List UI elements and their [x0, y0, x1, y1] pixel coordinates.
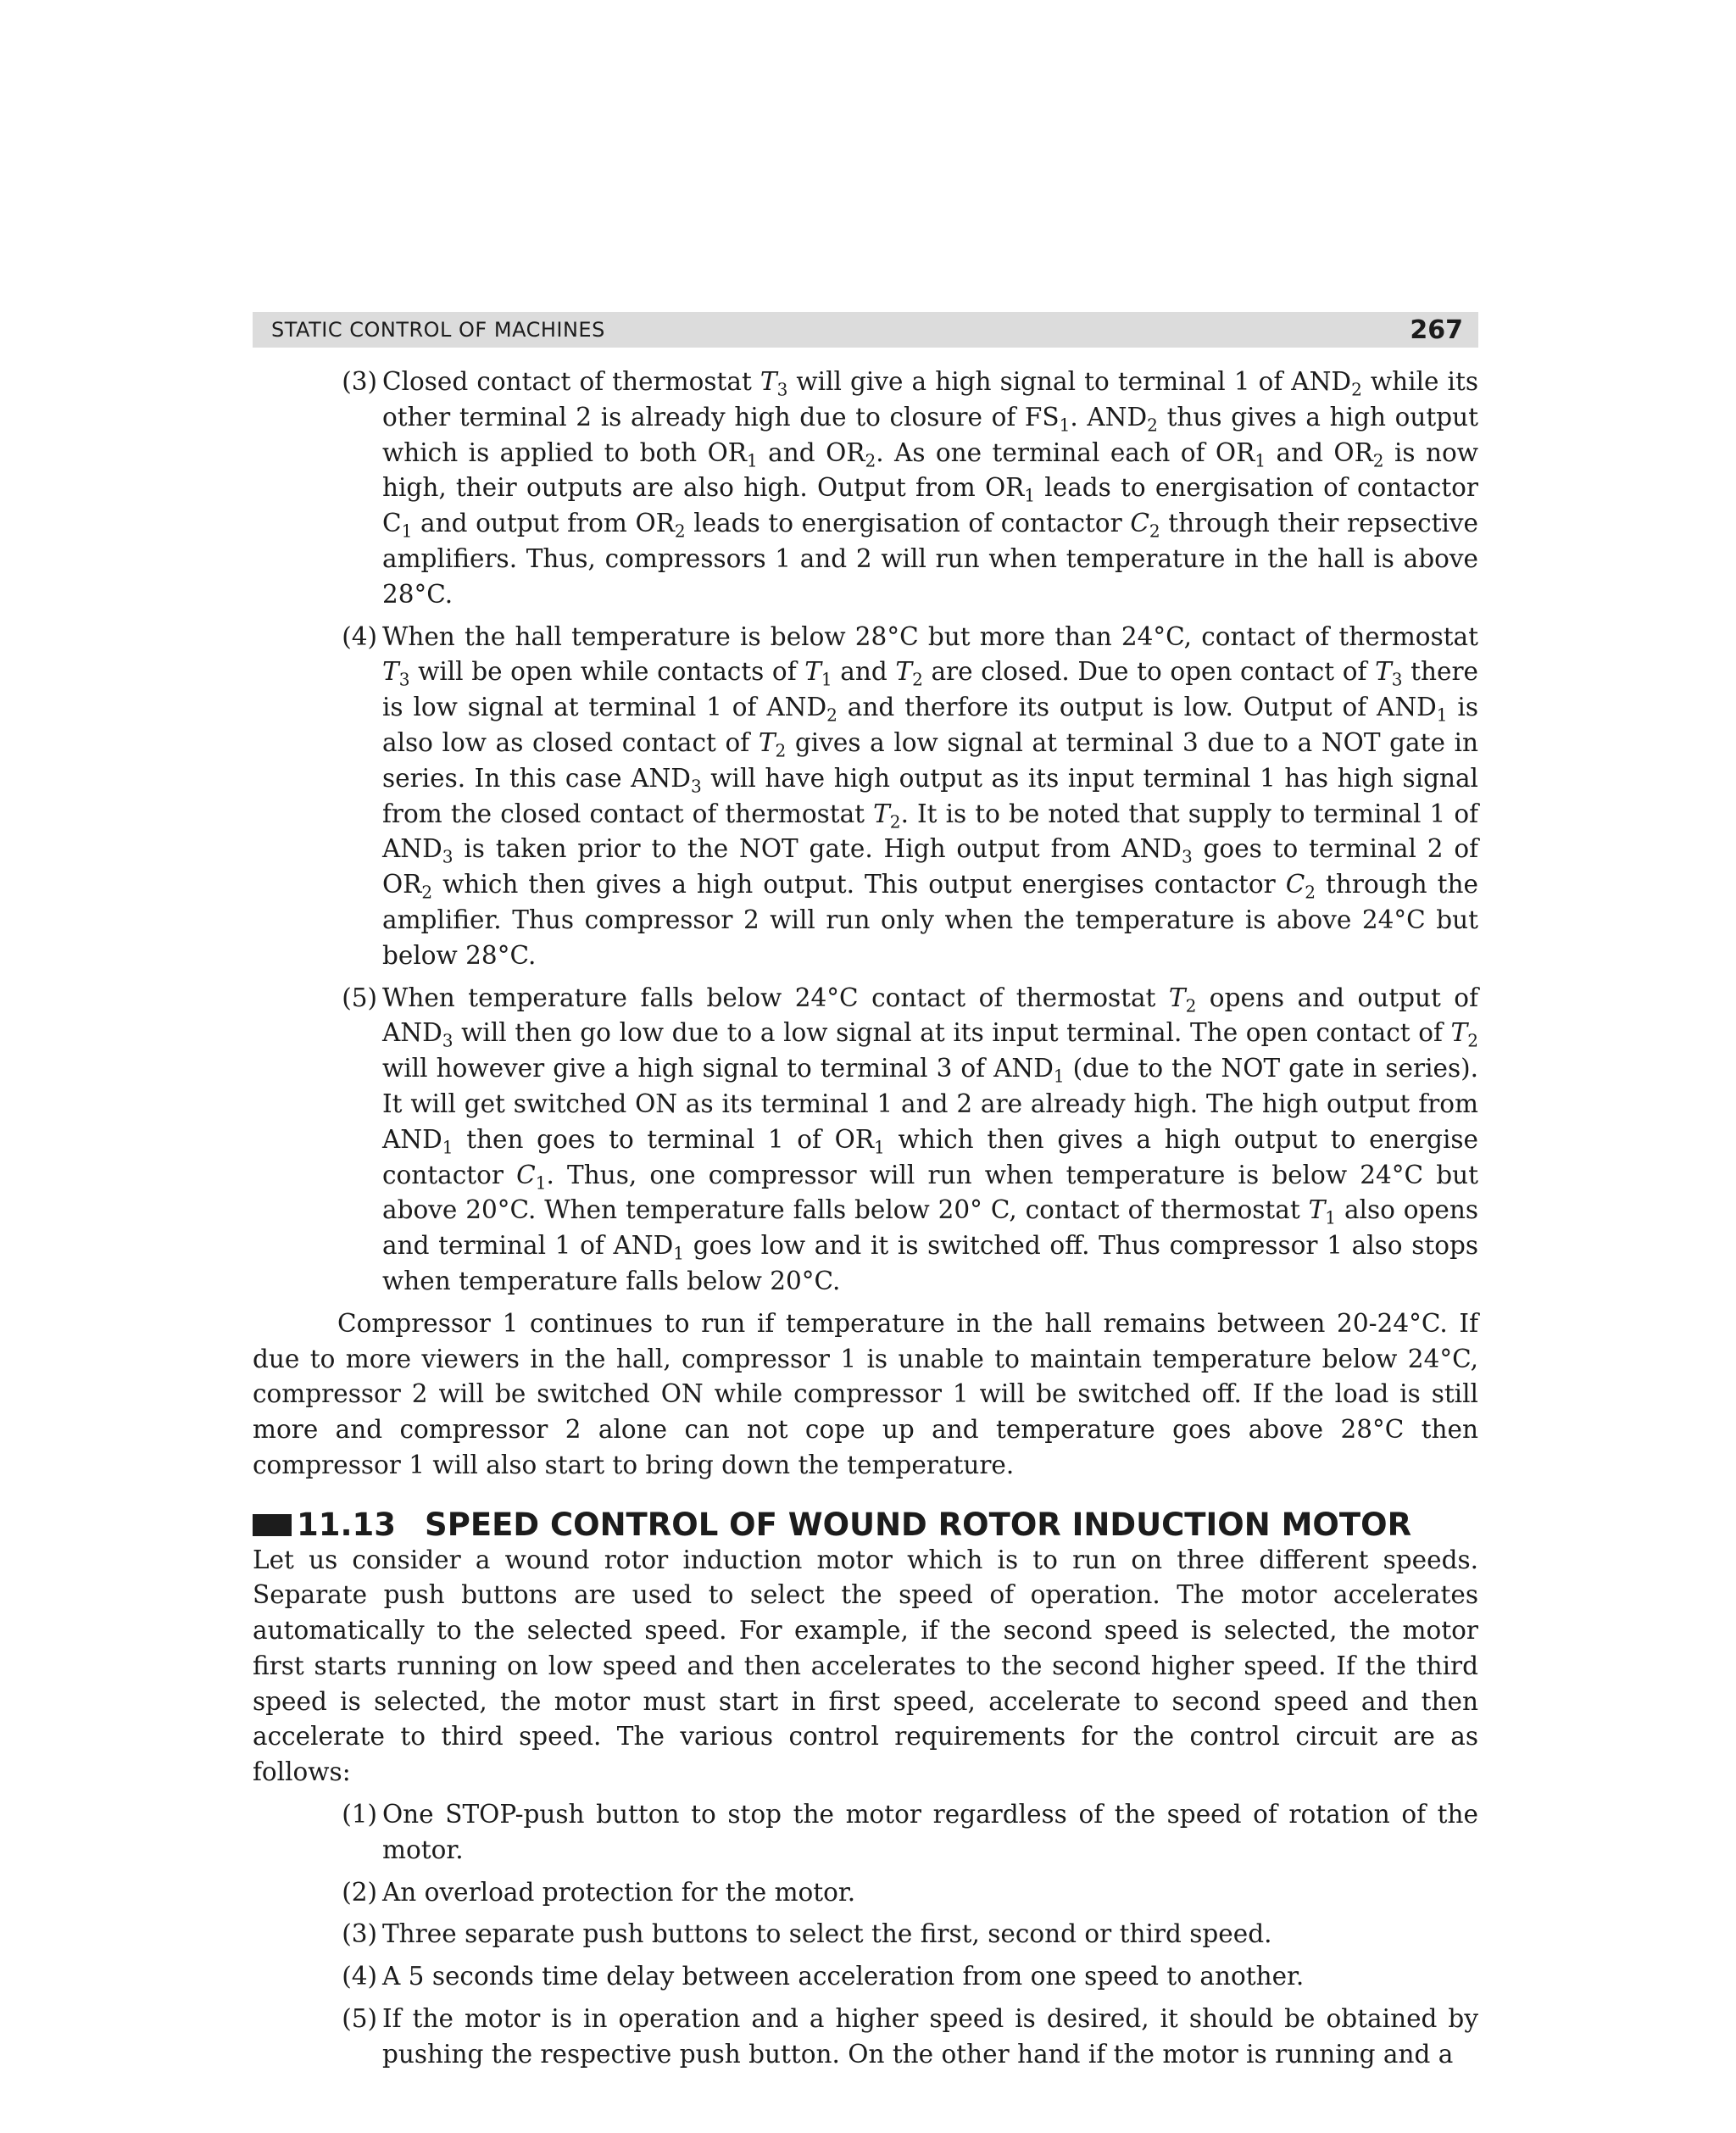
list-item-text: An overload protection for the motor. — [382, 1877, 856, 1907]
section-number: 11.13 — [297, 1506, 397, 1543]
list-item — [253, 1917, 1478, 1952]
running-header — [253, 312, 1478, 348]
numbered-list-bottom — [253, 1797, 1478, 2073]
list-item-text: Closed contact of thermostat $T_3$ will give a high signal to terminal 1 of $AND_2$ while its other terminal 2 is already high due to closure of $FS_1$. $AND_2$ thus gives a high output which is applied to both $OR_1$ and $OR_2$. As one terminal each of $OR_1$ and $OR_2$ is now high, their outputs are also high. Output from $OR_1$ leads to energisation of contactor $C_1$ and output from $OR_2$ leads to energisation of contactor $C_2$ through their repsective amplifiers. Thus, compressors 1 and 2 will run when temperature in the hall is above 28°C. — [382, 367, 1479, 609]
list-item-number: (4) — [342, 1962, 377, 1991]
list-item-text: If the motor is in operation and a higher speed is desired, it should be obtained by pushing the respective push button. On the other hand if the motor is running and a — [382, 2004, 1478, 2069]
section-heading — [253, 1507, 1478, 1543]
list-item — [253, 1875, 1478, 1911]
paragraph: Compressor 1 continues to run if temperature in the hall remains between 20-24°C. If due to more viewers in the hall, compressor 1 is unable to maintain temperature below 24°C, compressor 2 will be switched ON while compressor 1 will be switched off. If the load is still more and compressor 2 alone can not cope up and temperature goes above 28°C then compressor 1 will also start to bring down the temperature. — [253, 1308, 1478, 1479]
page-number: 267 — [1410, 315, 1463, 345]
list-item-number: (5) — [342, 2004, 377, 2034]
list-item-text: A 5 seconds time delay between acceleration from one speed to another. — [382, 1962, 1305, 1991]
list-item — [253, 1797, 1478, 1868]
list-item — [253, 620, 1478, 974]
list-item-text: One STOP-push button to stop the motor regardless of the speed of rotation of the motor. — [382, 1800, 1478, 1864]
list-item-text: When temperature falls below 24°C contact of thermostat $T_2$ opens and output of $AND_3$ will then go low due to a low signal at its input terminal. The open contact of $T_2$ will however give a high signal to terminal 3 of $AND_1$ (due to the NOT gate in series). It will get switched ON as its terminal 1 and 2 are already high. The high output from $AND_1$ then goes to terminal 1 of $OR_1$ which then gives a high output to energise contactor $C_1$. Thus, one compressor will run when temperature is below 24°C but above 20°C. When temperature falls below 20° C, contact of thermostat $T_1$ also opens and terminal 1 of $AND_1$ goes low and it is switched off. Thus compressor 1 also stops when temperature falls below 20°C. — [382, 983, 1479, 1295]
body-text — [253, 365, 1478, 2080]
list-item-number: (1) — [342, 1800, 377, 1829]
list-item — [253, 2002, 1478, 2073]
list-item-number: (4) — [342, 621, 377, 651]
list-item-number: (3) — [342, 1919, 377, 1949]
list-item — [253, 365, 1478, 613]
list-item — [253, 981, 1478, 1300]
list-item-number: (5) — [342, 983, 377, 1012]
list-item-number: (2) — [342, 1877, 377, 1907]
paragraph: Let us consider a wound rotor induction motor which is to run on three different speeds. Separate push buttons are used to select the speed of operation. The motor accelerates automatically to the selected speed. For example, if the second speed is selected, the motor first starts running on low speed and then accelerates to the second higher speed. If the third speed is selected, the motor must start in first speed, accelerate to second speed and then accelerate to third speed. The various control requirements for the control circuit are as follows: — [253, 1545, 1478, 1787]
section-marker-icon — [253, 1514, 292, 1536]
list-item — [253, 1959, 1478, 1995]
section-title: SPEED CONTROL OF WOUND ROTOR INDUCTION MOTOR — [425, 1506, 1412, 1543]
running-title: STATIC CONTROL OF MACHINES — [271, 318, 605, 342]
list-item-text: When the hall temperature is below 28°C but more than 24°C, contact of thermostat $T_3$ will be open while contacts of $T_1$ and $T_2$ are closed. Due to open contact of $T_3$ there is low signal at terminal 1 of $AND_2$ and therfore its output is low. Output of $AND_1$ is also low as closed contact of $T_2$ gives a low signal at terminal 3 due to a NOT gate in series. In this case $AND_3$ will have high output as its input terminal 1 has high signal from the closed contact of thermostat $T_2$. It is to be noted that supply to terminal 1 of $AND_3$ is taken prior to the NOT gate. High output from $AND_3$ goes to terminal 2 of $OR_2$ which then gives a high output. This output energises contactor $C_2$ through the amplifier. Thus compressor 2 will run only when the temperature is above 24°C but below 28°C. — [382, 621, 1479, 970]
list-item-number: (3) — [342, 367, 377, 396]
numbered-list-top — [253, 365, 1478, 1300]
list-item-text: Three separate push buttons to select the first, second or third speed. — [382, 1919, 1272, 1949]
